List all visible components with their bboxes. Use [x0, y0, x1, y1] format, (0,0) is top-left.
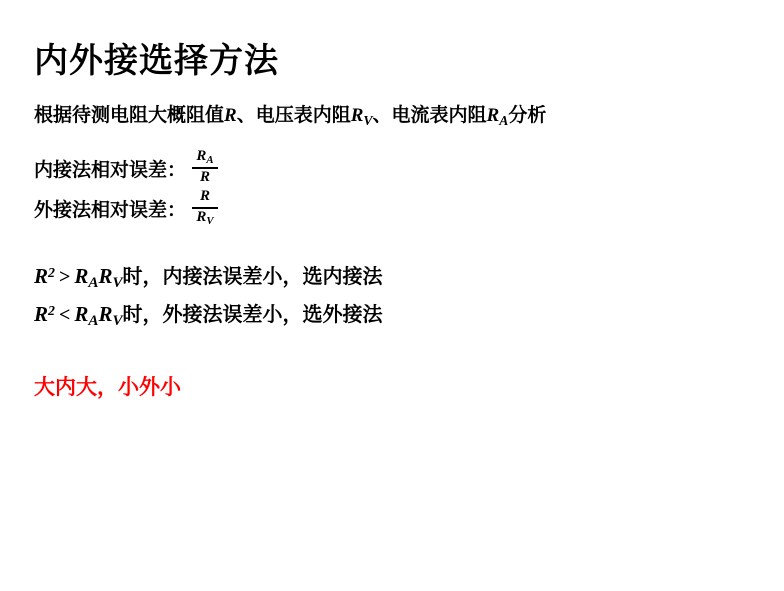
fraction-denominator-subscript: V — [206, 214, 214, 227]
condition-lhs-base: R — [34, 263, 49, 288]
fraction-numerator-subscript: A — [206, 154, 214, 167]
lead-part4: 分析 — [508, 103, 547, 126]
error-row-external — [34, 189, 750, 229]
condition-lhs — [34, 264, 55, 288]
error-row-external-label: 外接法相对误差： — [34, 199, 187, 222]
condition-operator: > — [58, 265, 71, 288]
lead-part1: 根据待测电阻大概阻值 — [34, 103, 225, 126]
condition-row-greater — [34, 259, 750, 297]
condition-rhs1-subscript: A — [88, 313, 99, 329]
condition-lhs-base: R — [34, 301, 49, 326]
page-title: 内外接选择方法 — [34, 41, 279, 81]
condition-lhs-superscript: 2 — [48, 302, 55, 318]
condition-rhs2-base: R — [98, 301, 113, 326]
mnemonic-text: 大内大，小外小 — [34, 374, 181, 399]
fraction-denominator — [196, 169, 214, 188]
lead-part2: 、电压表内阻 — [236, 103, 351, 126]
condition-rhs2-subscript: V — [112, 275, 123, 292]
condition-row-less — [34, 297, 750, 335]
error-row-internal-fraction — [192, 148, 218, 187]
condition-rhs2-base: R — [98, 263, 113, 288]
lead-var-ra: R — [486, 104, 500, 126]
error-row-internal — [34, 149, 750, 189]
error-formula-block — [34, 149, 750, 229]
error-row-external-fraction — [192, 188, 218, 227]
lead-var-rv: R — [350, 104, 364, 126]
condition-rhs1-subscript: A — [88, 275, 99, 292]
condition-lhs-superscript: 2 — [48, 264, 55, 280]
lead-paragraph — [34, 101, 750, 131]
fraction-denominator-base: R — [200, 168, 211, 185]
fraction-denominator-base: R — [196, 208, 207, 225]
condition-rhs — [74, 263, 123, 292]
lead-var-r: R — [224, 104, 237, 126]
lead-var-ra-subscript: A — [499, 112, 509, 128]
fraction-denominator — [192, 209, 217, 228]
condition-block — [34, 259, 750, 335]
condition-text: 时，内接法误差小，选内接法 — [122, 263, 383, 288]
error-row-internal-label: 内接法相对误差： — [34, 159, 187, 182]
condition-rhs1-base: R — [74, 301, 89, 326]
condition-lhs — [34, 302, 55, 326]
fraction-numerator — [196, 188, 214, 207]
lead-var-rv-subscript: V — [363, 112, 373, 128]
condition-text: 时，外接法误差小，选外接法 — [122, 301, 383, 326]
condition-operator: < — [58, 303, 71, 326]
lead-part3: 、电流表内阻 — [372, 103, 487, 126]
condition-rhs1-base: R — [74, 263, 89, 288]
fraction-numerator-base: R — [196, 148, 207, 165]
condition-rhs2-subscript: V — [112, 313, 123, 329]
condition-rhs — [74, 301, 123, 329]
fraction-numerator — [192, 148, 217, 167]
fraction-numerator-base: R — [200, 188, 211, 205]
